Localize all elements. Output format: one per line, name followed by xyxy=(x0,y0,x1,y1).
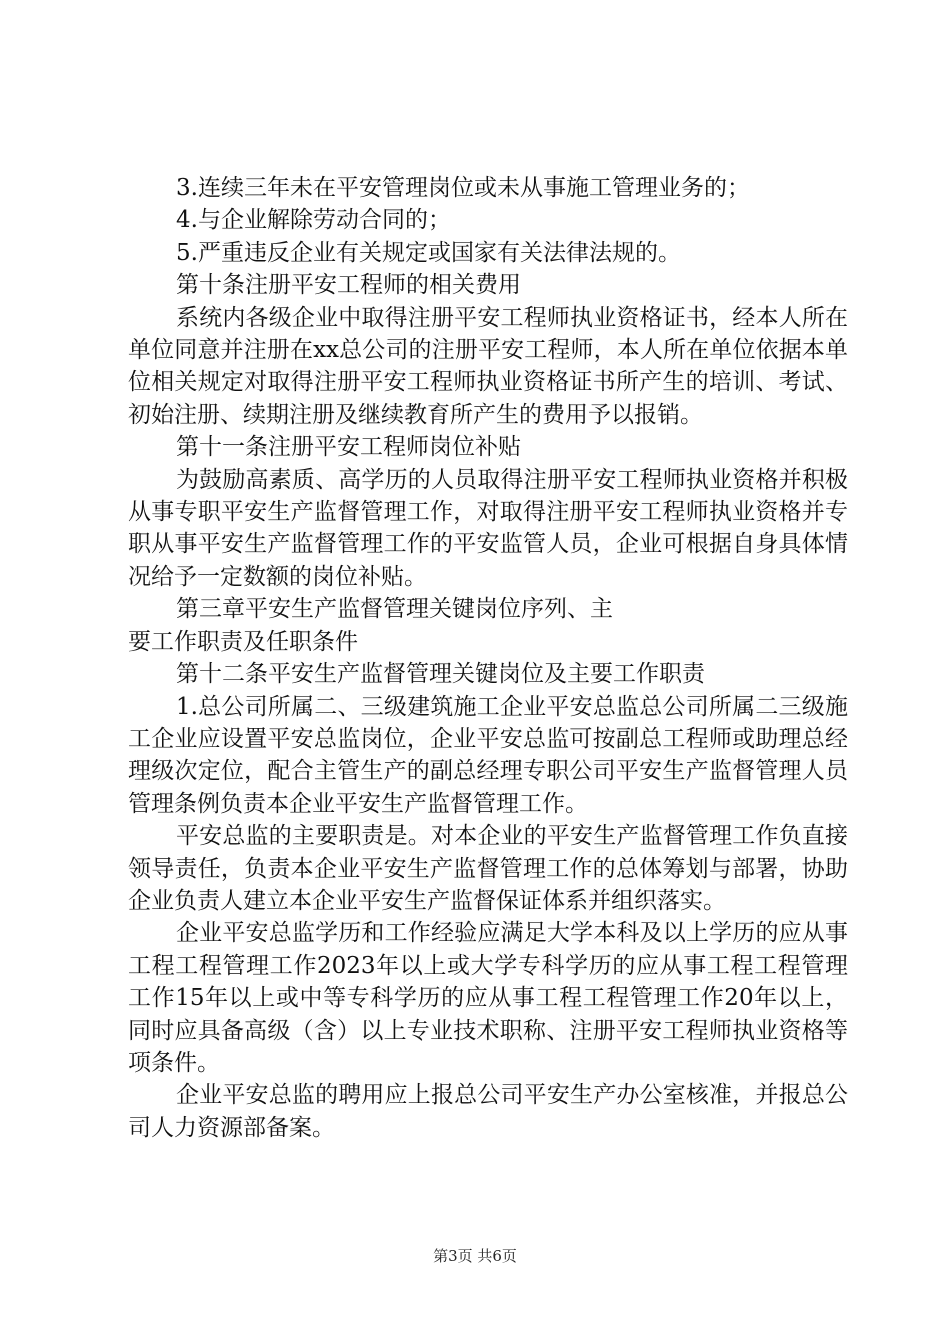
chapter-heading: 第三章平安生产监督管理关键岗位序列、主 xyxy=(176,596,613,623)
paragraph: 平安总监的主要职责是。对本企业的平安生产监督管理工作负直接领导责任，负责本企业平安生产监督管理工作的总体筹划与部署，协助企业负责人建立本企业平安生产监督保证体系并组织落实。 xyxy=(128,823,848,914)
paragraph: 企业平安总监学历和工作经验应满足大学本科及以上学历的应从事工程工程管理工作2023年以上或大学专科学历的应从事工程工程管理工作15年以上或中等专科学历的应从事工程工程管理工作20年以上，同时应具备高级（含）以上专业技术职称、注册平安工程师执业资格等项条件。 xyxy=(128,920,848,1076)
section-heading: 第十条注册平安工程师的相关费用 xyxy=(176,272,521,299)
paragraph: 1.总公司所属二、三级建筑施工企业平安总监总公司所属二三级施工企业应设置平安总监岗位，企业平安总监可按副总工程师或助理总经理级次定位，配合主管生产的副总经理专职公司平安生产监督管理人员管理条例负责本企业平安生产监督管理工作。 xyxy=(128,693,848,817)
paragraph: 4.与企业解除劳动合同的； xyxy=(176,207,451,234)
section-heading: 第十一条注册平安工程师岗位补贴 xyxy=(176,434,521,461)
chapter-heading-continued: 要工作职责及任职条件 xyxy=(128,628,358,655)
document-body xyxy=(128,172,848,1144)
paragraph: 系统内各级企业中取得注册平安工程师执业资格证书，经本人所在单位同意并注册在xx总公司的注册平安工程师，本人所在单位依据本单位相关规定对取得注册平安工程师执业资格证书所产生的培训、考试、初始注册、续期注册及继续教育所产生的费用予以报销。 xyxy=(128,304,848,428)
paragraph: 企业平安总监的聘用应上报总公司平安生产办公室核准，并报总公司人力资源部备案。 xyxy=(128,1082,848,1141)
section-heading: 第十二条平安生产监督管理关键岗位及主要工作职责 xyxy=(176,661,705,688)
paragraph: 为鼓励高素质、高学历的人员取得注册平安工程师执业资格并积极从事专职平安生产监督管理工作，对取得注册平安工程师执业资格并专职从事平安生产监督管理工作的平安监管人员，企业可根据自身具体情况给予一定数额的岗位补贴。 xyxy=(128,466,848,590)
page-number-footer: 第3页 共6页 xyxy=(433,1247,517,1265)
paragraph: 5.严重违反企业有关规定或国家有关法律法规的。 xyxy=(176,239,681,266)
paragraph: 3.连续三年未在平安管理岗位或未从事施工管理业务的； xyxy=(176,175,750,201)
